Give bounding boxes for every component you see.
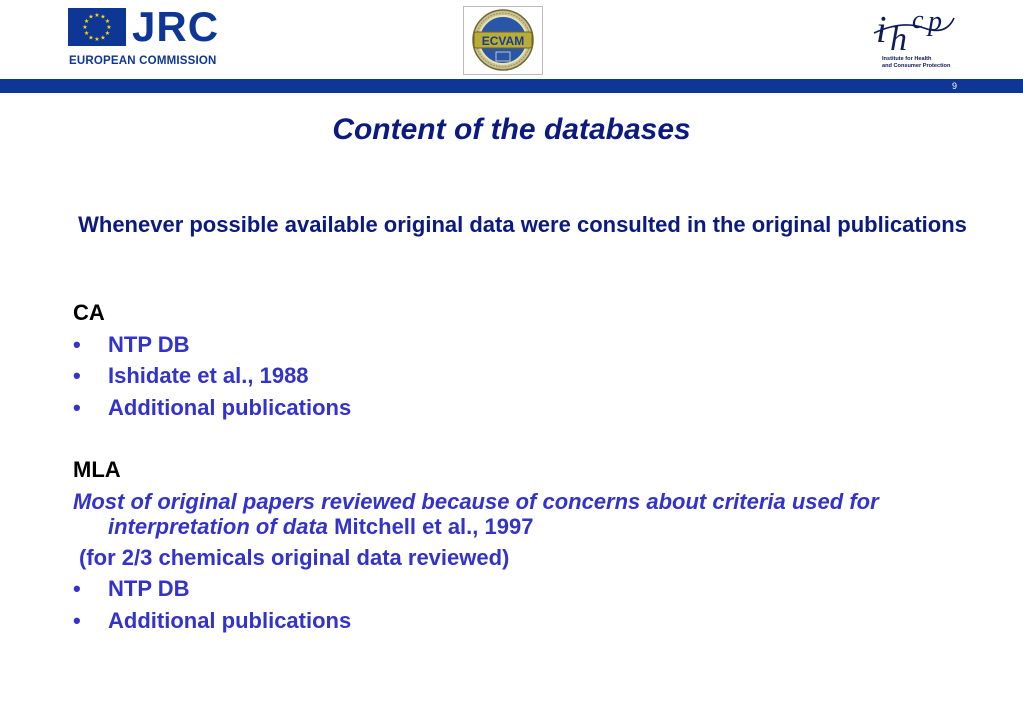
- european-commission-label: EUROPEAN COMMISSION: [69, 55, 217, 67]
- ecvam-seal-icon: [464, 7, 542, 74]
- bullet-icon: •: [73, 394, 81, 420]
- ihcp-subtitle: Institute for Health and Consumer Protection: [882, 56, 951, 69]
- list-item: [73, 605, 973, 637]
- svg-text:★: ★: [82, 24, 88, 31]
- bullet-icon: •: [73, 363, 81, 388]
- svg-text:★: ★: [100, 34, 106, 42]
- list-item-text: Ishidate et al., 1988: [108, 363, 309, 388]
- jrc-logo: [68, 3, 220, 70]
- list-item: [73, 573, 973, 605]
- svg-text:★: ★: [104, 18, 111, 25]
- eu-flag-icon: [68, 8, 126, 46]
- svg-text:★: ★: [83, 18, 90, 25]
- list-item-text: NTP DB: [108, 576, 190, 601]
- svg-text:★: ★: [88, 13, 94, 21]
- ecvam-logo: [463, 6, 543, 75]
- list-item-text: Additional publications: [108, 394, 352, 420]
- list-item: [73, 392, 973, 424]
- mla-note: [73, 489, 973, 539]
- eu-stars-icon: [68, 8, 126, 46]
- ihcp-logotype-icon: [872, 6, 962, 56]
- mla-sub-note: (for 2/3 chemicals original data reviewed): [79, 544, 510, 570]
- svg-text:★: ★: [104, 30, 111, 37]
- svg-text:★: ★: [83, 30, 90, 37]
- page-number: 9: [951, 81, 957, 91]
- slide-title: Content of the databases: [332, 113, 691, 146]
- intro-text: Whenever possible available original data were consulted in the original publications: [78, 212, 967, 237]
- ca-section: [73, 297, 973, 423]
- svg-text:p: p: [928, 6, 942, 37]
- jrc-logo-text: JRC: [132, 3, 220, 50]
- svg-text:★: ★: [88, 34, 94, 42]
- header-bar: [0, 79, 1023, 93]
- bullet-icon: •: [73, 331, 81, 357]
- svg-text:h: h: [890, 21, 907, 56]
- mla-section: [73, 454, 973, 636]
- svg-text:★: ★: [106, 24, 112, 31]
- list-item: [73, 360, 973, 392]
- mla-heading: MLA: [73, 457, 121, 482]
- mla-note-citation: Mitchell et al., 1997: [328, 513, 534, 539]
- ca-heading: CA: [73, 300, 105, 325]
- list-item-text: NTP DB: [108, 331, 190, 357]
- svg-text:★: ★: [94, 36, 100, 43]
- svg-text:★: ★: [94, 12, 100, 19]
- mla-note-italic: Most of original papers reviewed because of concerns about criteria used for interpretation of data: [73, 488, 879, 539]
- ecvam-logo-text: ECVAM: [481, 34, 525, 48]
- svg-text:i: i: [876, 9, 887, 51]
- bullet-icon: •: [73, 607, 81, 633]
- list-item-text: Additional publications: [108, 607, 352, 633]
- ihcp-logo: [872, 6, 962, 74]
- svg-text:★: ★: [100, 13, 106, 21]
- bullet-icon: •: [73, 576, 81, 601]
- svg-text:c: c: [912, 6, 924, 34]
- list-item: [73, 329, 973, 361]
